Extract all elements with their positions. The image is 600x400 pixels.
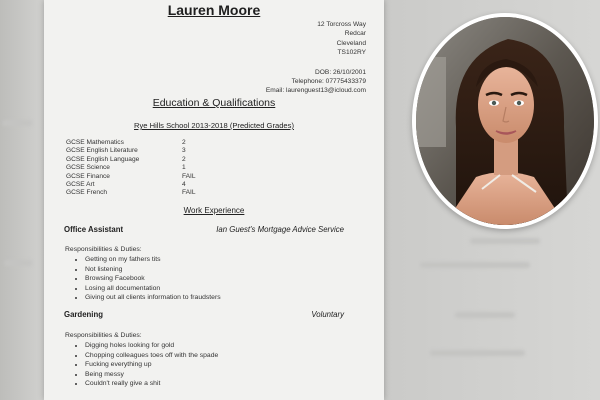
education-heading: Education & Qualifications: [152, 97, 276, 109]
duty-item: • Fucking everything up: [85, 360, 218, 370]
telephone-text: Telephone: 07775433379: [291, 78, 366, 85]
grade-value: 1: [182, 164, 186, 172]
grade-row: [66, 147, 196, 155]
dob-text: DOB: 26/10/2001: [315, 69, 366, 76]
cv-document: [44, 0, 384, 400]
portrait-illustration: [416, 17, 594, 225]
job-employer: Ian Guest's Mortgage Advice Service: [216, 225, 344, 234]
grade-subject: GCSE French: [66, 189, 108, 197]
address-block: [317, 20, 366, 57]
duty-item: • Losing all documentation: [85, 284, 221, 294]
duty-item: • Couldn't really give a shit: [85, 379, 218, 389]
duty-item: • Getting on my fathers tits: [85, 255, 221, 265]
grade-subject: GCSE Science: [66, 164, 110, 172]
address-line: Redcar: [344, 30, 366, 38]
duties-list: [65, 341, 218, 389]
contact-block: [266, 68, 366, 95]
duty-item: • Chopping colleagues toes off with the spade: [85, 351, 218, 361]
grade-row: [66, 173, 196, 181]
address-line: Cleveland: [336, 39, 366, 47]
grade-subject: GCSE Art: [66, 181, 95, 189]
grade-value: 2: [182, 155, 186, 163]
responsibilities-label: Responsibilities & Duties:: [65, 246, 142, 253]
grade-row: [66, 156, 196, 164]
duty-item: • Being messy: [85, 370, 218, 380]
grade-subject: GCSE Mathematics: [66, 139, 124, 146]
duty-item: • Not listening: [85, 265, 221, 275]
cv-name-heading: Lauren Moore: [167, 2, 261, 18]
email-text: Email: laurenguest13@icloud.com: [265, 87, 366, 94]
grade-value: 3: [182, 147, 186, 155]
address-line: TS102RY: [337, 48, 366, 56]
grade-subject: GCSE Finance: [66, 172, 110, 180]
grade-value: 4: [182, 181, 186, 189]
grade-row: [66, 189, 196, 197]
responsibilities-label: Responsibilities & Duties:: [65, 332, 142, 339]
job-entry: [64, 225, 344, 234]
grade-subject: GCSE English Language: [66, 155, 140, 163]
duty-item: • Browsing Facebook: [85, 274, 221, 284]
grade-row: [66, 139, 196, 147]
grade-value: 2: [182, 139, 186, 146]
responsibilities-block: [65, 246, 221, 303]
address-line: 12 Torcross Way: [317, 21, 366, 28]
grade-subject: GCSE English Literature: [66, 147, 138, 155]
grades-list: [66, 139, 196, 198]
duties-list: [65, 255, 221, 303]
job-employer: Voluntary: [311, 310, 344, 319]
job-role: Gardening: [64, 310, 103, 319]
grade-row: [66, 164, 196, 172]
job-role: Office Assistant: [64, 225, 124, 234]
grade-row: [66, 181, 196, 189]
grade-value: FAIL: [182, 172, 196, 180]
work-experience-heading: Work Experience: [183, 206, 245, 215]
grade-value: FAIL: [182, 189, 196, 197]
school-heading: Rye Hills School 2013-2018 (Predicted Grades): [134, 121, 294, 130]
responsibilities-block: [65, 332, 218, 389]
duty-item: • Digging holes looking for gold: [85, 341, 218, 351]
job-entry: [64, 310, 344, 319]
duty-item: • Giving out all clients information to fraudsters: [85, 293, 221, 303]
portrait-photo-icon: [412, 13, 598, 229]
